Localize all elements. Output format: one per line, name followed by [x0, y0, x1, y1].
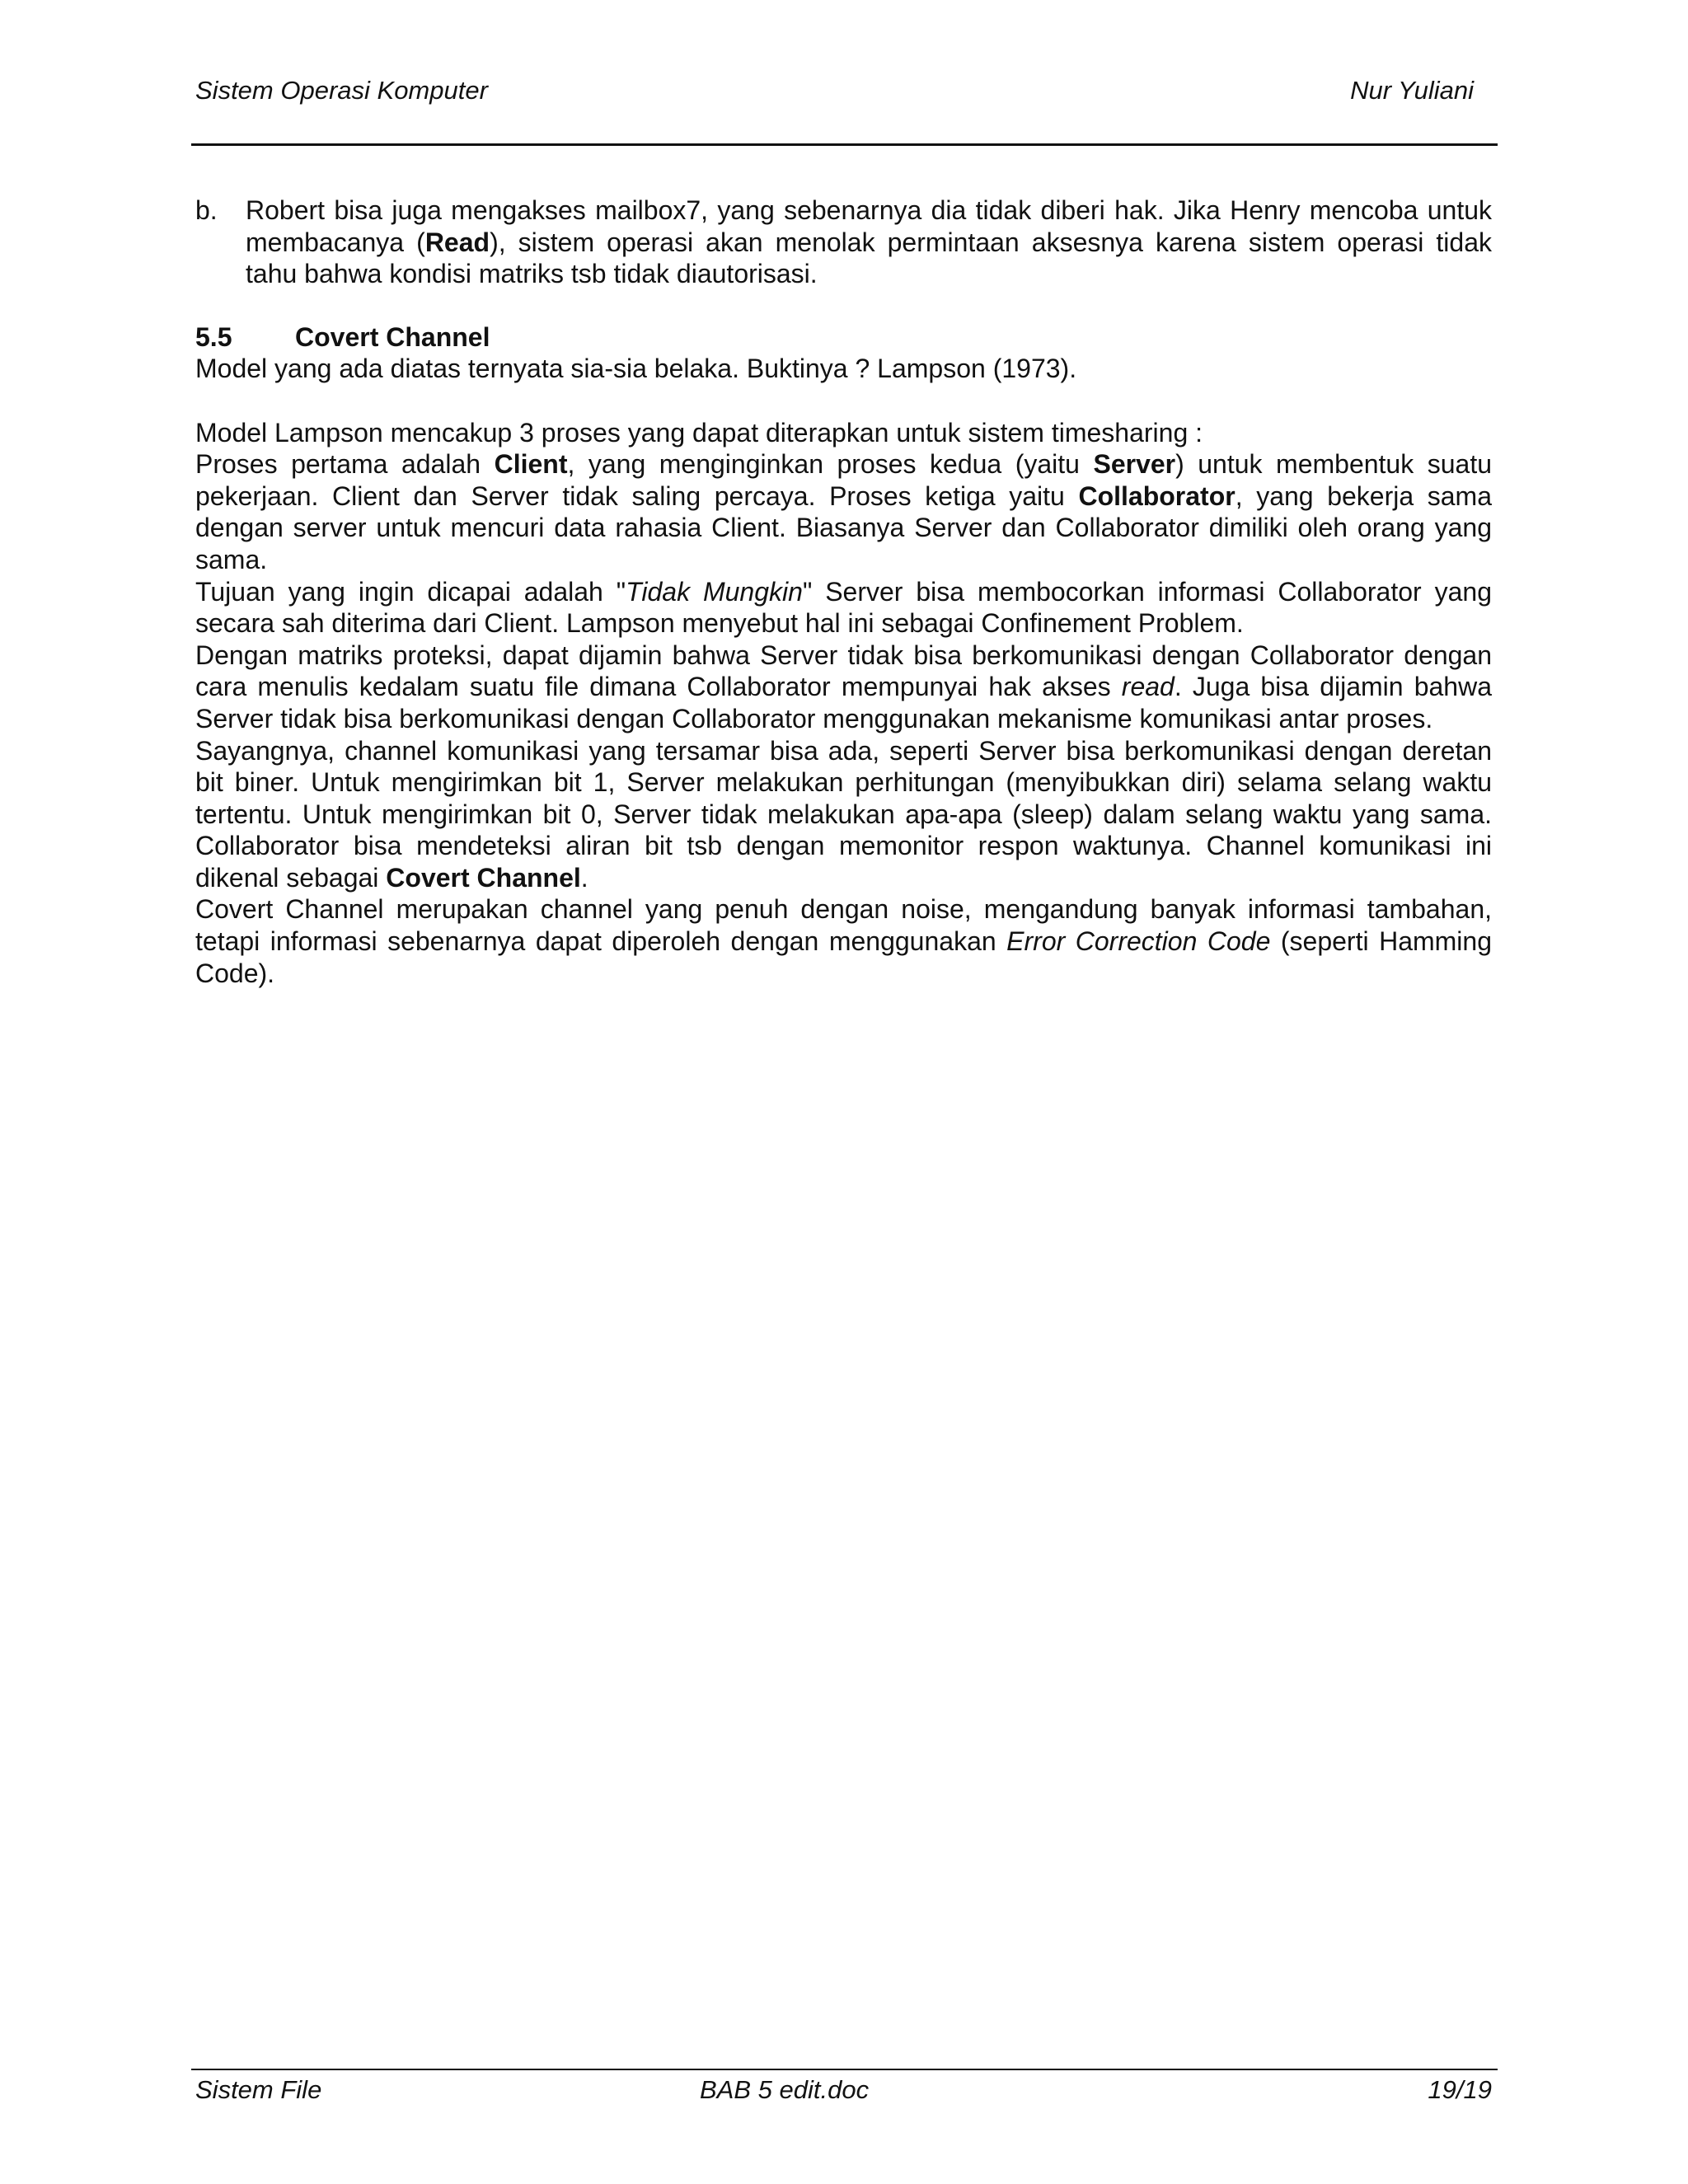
paragraph-lampson-model: Model Lampson mencakup 3 proses yang dapat diterapkan untuk sistem timesharing :: [195, 417, 1203, 448]
footer-chapter: Sistem File: [195, 2075, 322, 2104]
paragraph-intro: Model yang ada diatas ternyata sia-sia belaka. Buktinya ? Lampson (1973).: [195, 354, 1077, 384]
list-marker: b.: [195, 195, 218, 225]
section-title: Covert Channel: [295, 321, 490, 352]
footer-divider: [191, 2069, 1498, 2070]
page-body: [195, 194, 1492, 989]
page-footer: [195, 2075, 1492, 2111]
page-header: [195, 76, 1492, 114]
bold-term-collaborator: Collaborator: [1078, 480, 1236, 511]
bold-term-read: Read: [424, 227, 490, 257]
italic-term-read: read: [1121, 672, 1175, 702]
italic-term-tidak-mungkin: Tidak Mungkin: [626, 576, 803, 607]
paragraph-processes: Proses pertama adalah Client, yang menginginkan proses kedua (yaitu Server) untuk membentuk suatu pekerjaan. Client dan Server tidak saling percaya. Proses ketiga yaitu Collaborator, yang bekerja sama dengan server untuk mencuri data rahasia Client. Biasanya Server dan Collaborator dimiliki oleh orang yang sama.: [195, 449, 1493, 574]
header-divider: [191, 143, 1498, 146]
paragraph-protection-matrix: Dengan matriks proteksi, dapat dijamin bahwa Server tidak bisa berkomunikasi dengan Collaborator dengan cara menulis kedalam suatu file dimana Collaborator mempunyai hak akses read. Juga bisa dijamin bahwa Server tidak bisa berkomunikasi dengan Collaborator menggunakan mekanisme komunikasi antar proses.: [195, 640, 1493, 733]
header-author: Nur Yuliani: [1350, 76, 1474, 105]
footer-filename: BAB 5 edit.doc: [700, 2075, 870, 2104]
bold-term-covert-channel: Covert Channel: [386, 862, 581, 893]
paragraph-spacer: [195, 385, 1492, 417]
list-item-text: Robert bisa juga mengakses mailbox7, yang sebenarnya dia tidak diberi hak. Jika Henry mencoba untuk membacanya (Read), sistem operasi akan menolak permintaan aksesnya karena sistem operasi tidak tahu bahwa kondisi matriks tsb tidak diautorisasi.: [246, 195, 1493, 289]
paragraph-hidden-channel: Sayangnya, channel komunikasi yang tersamar bisa ada, seperti Server bisa berkomunikasi dengan deretan bit biner. Untuk mengirimkan bit 1, Server melakukan perhitungan (menyibukkan diri) selama selang waktu tertentu. Untuk mengirimkan bit 0, Server tidak melakukan apa-apa (sleep) dalam selang waktu yang sama. Collaborator bisa mendeteksi aliran bit tsb dengan memonitor respon waktunya. Channel komunikasi ini dikenal sebagai Covert Channel.: [195, 735, 1492, 893]
bold-term-client: Client: [494, 449, 568, 480]
paragraph-goal: Tujuan yang ingin dicapai adalah "Tidak Mungkin" Server bisa membocorkan informasi Collaborator yang secara sah diterima dari Client. Lampson menyebut hal ini sebagai Confinement Problem.: [195, 576, 1493, 639]
list-item-b: [195, 194, 1492, 290]
italic-term-error-correction-code: Error Correction Code: [1006, 926, 1271, 957]
footer-page-number: 19/19: [1428, 2075, 1492, 2104]
bold-term-server: Server: [1093, 449, 1176, 480]
header-document-title: Sistem Operasi Komputer: [195, 76, 488, 105]
section-number: 5.5: [195, 321, 232, 352]
section-heading: [195, 321, 1492, 354]
paragraph-noise: Covert Channel merupakan channel yang penuh dengan noise, mengandung banyak informasi tambahan, tetapi informasi sebenarnya dapat diperoleh dengan menggunakan Error Correction Code (seperti Hamming Code).: [195, 894, 1493, 988]
